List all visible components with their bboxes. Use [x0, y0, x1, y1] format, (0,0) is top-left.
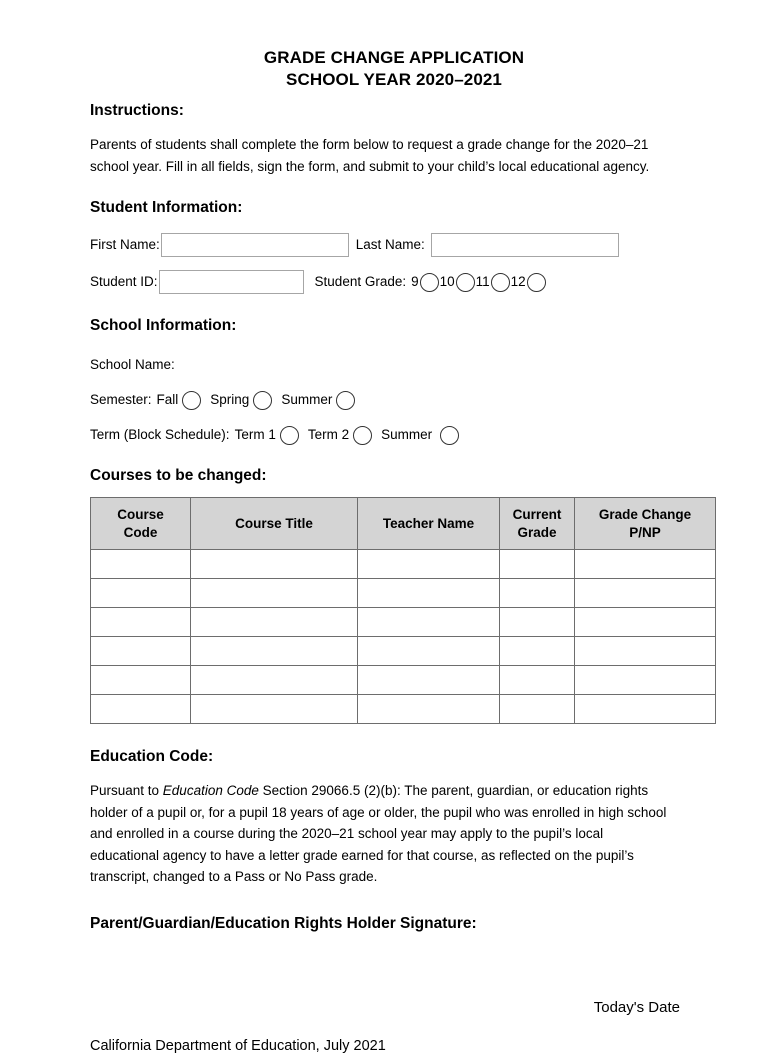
grade-change-line-2: P/NP: [629, 524, 661, 540]
grade-option-label-9: 9: [411, 274, 419, 289]
cell-course-code[interactable]: [91, 637, 191, 666]
cell-teacher-name[interactable]: [358, 550, 500, 579]
edcode-italic-phrase: Education Code: [162, 783, 259, 798]
first-last-name-row: [90, 233, 690, 257]
cell-current-grade[interactable]: [500, 666, 575, 695]
edcode-text-part-2: Section 29066.5 (2)(b): The parent, guardian, or education rights holder of a pupil or, for a pupil 18 years of age or older, the pupil who was enrolled in high school and enrolled in a course during the 2020–21 school year may apply to the pupil’s local educational agency to have a letter grade earned for that course, as reflected on the pupil’s transcript, changed to a Pass or No Pass grade.: [90, 783, 667, 884]
teacher-name-line-1: Teacher Name: [382, 515, 475, 531]
cell-course-title[interactable]: [191, 608, 358, 637]
title-line-2: SCHOOL YEAR 2020–2021: [286, 70, 502, 89]
grade-option-label-12: 12: [510, 274, 526, 289]
cell-current-grade[interactable]: [500, 608, 575, 637]
column-header-current-grade: [500, 498, 575, 550]
course-code-line-1: Course: [117, 506, 164, 522]
table-row: [91, 550, 716, 579]
cell-course-code[interactable]: [91, 608, 191, 637]
signature-heading: Parent/Guardian/Education Rights Holder Signature:: [90, 914, 477, 932]
last-name-label: Last Name:: [355, 237, 425, 252]
signature-blank-space[interactable]: [90, 934, 690, 998]
cell-teacher-name[interactable]: [358, 666, 500, 695]
current-grade-line-2: Grade: [517, 524, 557, 540]
term-option-label-2: Term 2: [307, 427, 350, 442]
last-name-input[interactable]: [431, 233, 619, 257]
column-header-grade-change: [575, 498, 716, 550]
edcode-text-part-1: Pursuant to: [90, 783, 163, 798]
todays-date-label: Today's Date: [593, 998, 680, 1016]
school-name-row: [90, 355, 690, 375]
term-radio-summer[interactable]: [440, 426, 459, 445]
cell-current-grade[interactable]: [500, 550, 575, 579]
education-code-heading: Education Code:: [90, 748, 214, 765]
title-line-1: GRADE CHANGE APPLICATION: [263, 48, 525, 67]
term-radio-2[interactable]: [353, 426, 372, 445]
cell-grade-change[interactable]: [575, 637, 716, 666]
instructions-heading: Instructions:: [90, 102, 184, 119]
education-code-text: [90, 780, 675, 888]
cell-current-grade[interactable]: [500, 695, 575, 724]
cell-teacher-name[interactable]: [358, 608, 500, 637]
page-title: [104, 0, 684, 91]
cell-grade-change[interactable]: [575, 666, 716, 695]
cell-course-code[interactable]: [91, 666, 191, 695]
cell-course-title[interactable]: [191, 695, 358, 724]
school-information-heading: School Information:: [90, 317, 237, 334]
column-header-course-code: [91, 498, 191, 550]
semester-option-label-summer: Summer: [281, 392, 333, 407]
cell-course-code[interactable]: [91, 695, 191, 724]
grade-radio-12[interactable]: [527, 273, 546, 292]
cell-course-code[interactable]: [91, 550, 191, 579]
first-name-input[interactable]: [161, 233, 349, 257]
courses-table-body: [91, 550, 716, 724]
cell-grade-change[interactable]: [575, 608, 716, 637]
grade-change-line-1: Grade Change: [598, 506, 692, 522]
cell-teacher-name[interactable]: [358, 637, 500, 666]
table-row: [91, 608, 716, 637]
term-option-label-summer: Summer: [381, 427, 433, 442]
cell-course-code[interactable]: [91, 579, 191, 608]
cell-course-title[interactable]: [191, 579, 358, 608]
course-code-line-2: Code: [123, 524, 158, 540]
footer-text: California Department of Education, July 2021: [90, 1037, 386, 1054]
courses-table: [90, 497, 716, 724]
grade-radio-10[interactable]: [456, 273, 475, 292]
student-grade-label: Student Grade:: [314, 274, 407, 289]
student-id-grade-row: [90, 270, 690, 294]
column-header-teacher-name: [358, 498, 500, 550]
grade-radio-9[interactable]: [420, 273, 439, 292]
column-header-course-title: [191, 498, 358, 550]
student-id-label: Student ID:: [90, 274, 158, 289]
grade-option-label-10: 10: [439, 274, 455, 289]
table-row: [91, 666, 716, 695]
first-name-label: First Name:: [90, 237, 160, 252]
cell-course-title[interactable]: [191, 550, 358, 579]
cell-current-grade[interactable]: [500, 637, 575, 666]
semester-radio-fall[interactable]: [182, 391, 201, 410]
table-row: [91, 579, 716, 608]
semester-label: Semester:: [90, 392, 152, 407]
semester-option-label-spring: Spring: [210, 392, 250, 407]
table-row: [91, 695, 716, 724]
term-label: Term (Block Schedule):: [90, 427, 230, 442]
current-grade-line-1: Current: [512, 506, 562, 522]
cell-course-title[interactable]: [191, 666, 358, 695]
term-radio-1[interactable]: [280, 426, 299, 445]
term-option-label-1: Term 1: [234, 427, 276, 442]
semester-radio-spring[interactable]: [253, 391, 272, 410]
cell-grade-change[interactable]: [575, 550, 716, 579]
cell-course-title[interactable]: [191, 637, 358, 666]
cell-grade-change[interactable]: [575, 695, 716, 724]
grade-option-label-11: 11: [475, 274, 490, 289]
semester-radio-summer[interactable]: [336, 391, 355, 410]
table-row: [91, 637, 716, 666]
term-row: [90, 425, 690, 445]
cell-grade-change[interactable]: [575, 579, 716, 608]
student-information-heading: Student Information:: [90, 199, 243, 216]
grade-radio-11[interactable]: [491, 273, 510, 292]
cell-teacher-name[interactable]: [358, 695, 500, 724]
student-id-input[interactable]: [159, 270, 304, 294]
courses-heading: Courses to be changed:: [90, 467, 267, 484]
cell-current-grade[interactable]: [500, 579, 575, 608]
document-content: [90, 0, 690, 1056]
course-title-line-1: Course Title: [235, 515, 313, 531]
semester-option-label-fall: Fall: [156, 392, 179, 407]
cell-teacher-name[interactable]: [358, 579, 500, 608]
table-header-row: [91, 498, 716, 550]
semester-row: [90, 390, 690, 410]
school-name-label: School Name:: [90, 357, 175, 372]
instructions-text: Parents of students shall complete the form below to request a grade change for the 2020–21 school year. Fill in all fields, sign the form, and submit to your child’s local educational agency.: [90, 137, 650, 174]
